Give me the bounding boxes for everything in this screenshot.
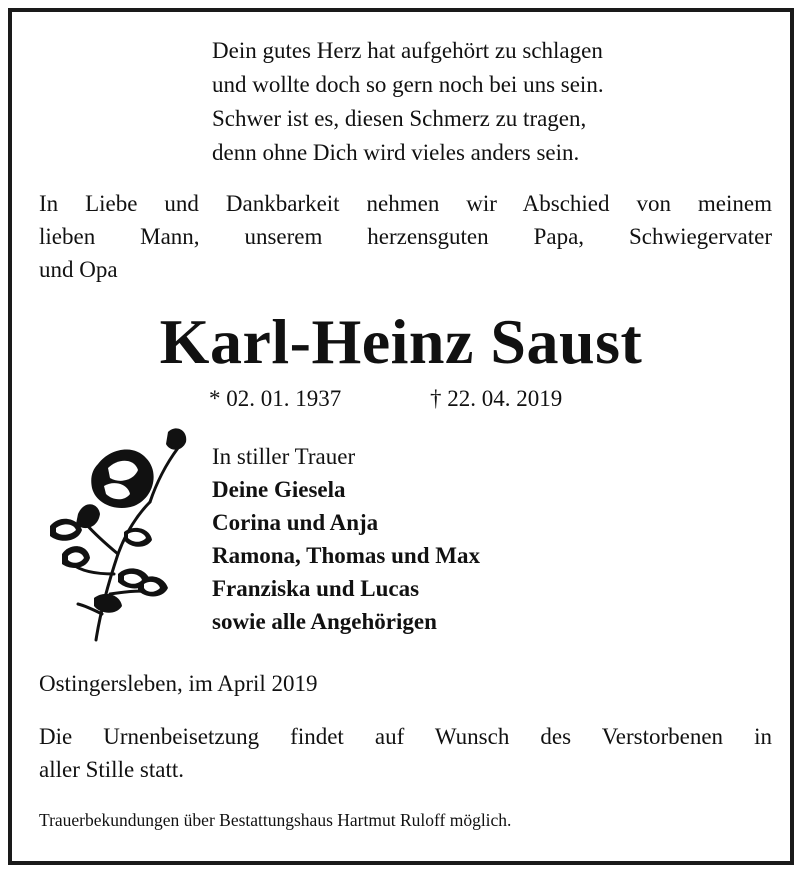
mourners-heading: In stiller Trauer [212,444,356,469]
mourner-name: Ramona, Thomas und Max [212,543,480,568]
poem-line: Schwer ist es, diesen Schmerz zu tragen, [212,106,587,131]
farewell-intro [39,187,772,286]
condolence-footer: Trauerbekundungen über Bestattungshaus Hartmut Ruloff möglich. [39,810,512,830]
mourner-name: Corina und Anja [212,510,379,535]
obituary-frame [8,8,794,865]
urn-notice-line: Die Urnenbeisetzung findet auf Wunsch des Verstorbenen in [39,724,772,749]
place-and-date: Ostingersleben, im April 2019 [39,671,318,696]
mourner-name: Franziska und Lucas [212,576,420,601]
rose-icon [38,414,188,644]
intro-line: In Liebe und Dankbarkeit nehmen wir Abschied von meinem [39,191,772,216]
mourner-name: Deine Giesela [212,477,346,502]
poem [212,34,604,170]
poem-line: Dein gutes Herz hat aufgehört zu schlagen [212,38,603,63]
poem-line: und wollte doch so gern noch bei uns sein. [212,72,604,97]
mourner-name: sowie alle Angehörigen [212,609,437,634]
urn-notice [39,720,772,786]
deceased-name: Karl-Heinz Saust [159,306,643,377]
poem-line: denn ohne Dich wird vieles anders sein. [212,140,580,165]
intro-line: lieben Mann, unserem herzensguten Papa, Schwiegervater [39,224,772,249]
intro-line: und Opa [39,257,118,282]
urn-notice-line: aller Stille statt. [39,757,184,782]
birth-date: * 02. 01. 1937 [209,386,342,411]
mourners-block [212,440,480,638]
death-date: † 22. 04. 2019 [430,386,563,411]
